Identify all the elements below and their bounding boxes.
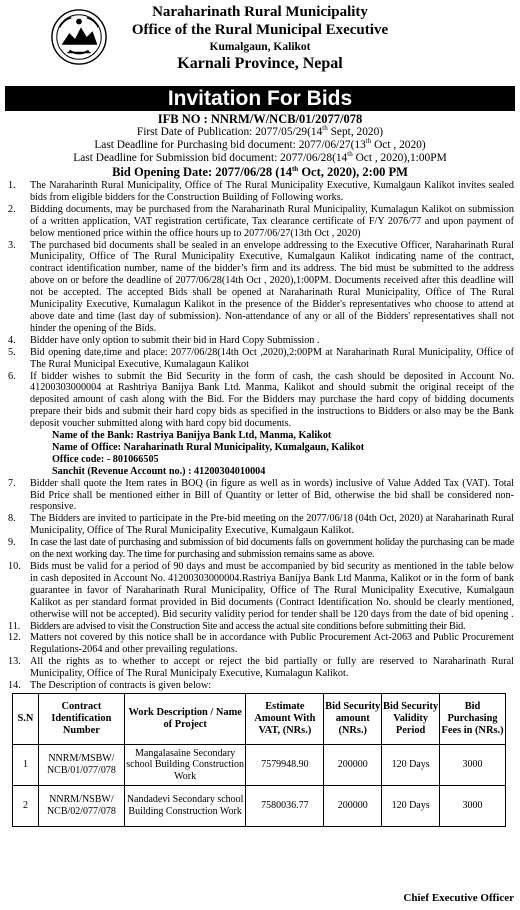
office-name: Office of the Rural Municipal Executive (131, 22, 389, 38)
list-item: 1. The Naraharinth Rural Municipality, Office of The Rural Municipality Executive, Kumalgaun Kalikot invites sealed bids from eligible bidders for the Construction Building of Following works. (8, 180, 514, 203)
signatory: Chief Executive Officer (403, 892, 514, 904)
list-item: 8. The Bidders are invited to participate in the Pre-bid meeting on the 2077/06/18 (04th Oct, 2020) at Naraharinath Rural Municipality, Office of The Rural Municipality Executive, Kumalgaun Kalikot. (8, 513, 514, 537)
bank-office-code: Office code: - 801066505 (52, 453, 159, 465)
table-cell: Nandadevi Secondary school Building Construction Work (124, 785, 246, 826)
list-item: 10. Bids must be valid for a period of 90 days and must be accompanied by bid security as mentioned in the table below in cash deposited in Account No. 41200303000004.Rastriya Banijya Bank Ltd Manma, Kalikot or in the form of bank guarantee in favor of Naraharinath Rural Municipality, Office of The Rural Municipality Executive, Kumalgaun Kalikot as per standard format provided in Bid documents (Contract Identification No. should be clearly mentioned, otherwise will not be accepted). Bid security validity period for tender shall be 120 days from the date of bid opening . (8, 561, 514, 620)
table-cell: Mangalasaine Secondary school Building Construction Work (124, 744, 246, 785)
table-cell: 120 Days (382, 785, 440, 826)
opening-date: Bid Opening Date: 2077/06/28 (14th Oct, 2020), 2:00 PM (112, 164, 408, 179)
table-cell: 3000 (440, 785, 506, 826)
table-cell: 2 (13, 785, 39, 826)
list-item: 11. Bidders are advised to visit the Construction Site and access the actual site conditions before submitting their Bid. (8, 620, 466, 632)
table-cell: 120 Days (382, 744, 440, 785)
table-cell: 7579948.90 (246, 744, 324, 785)
col-header-security-amount: Bid Security amount (NRs.) (324, 693, 382, 744)
table-cell: 7580036.77 (246, 785, 324, 826)
publication-date: First Date of Publication: 2077/05/29(14th Sept, 2020) (136, 124, 384, 138)
table-row (13, 785, 506, 826)
table-cell: 200000 (324, 744, 382, 785)
list-item: 2. Bidding documents, may be purchased from the Naraharinath Rural Municipality, Kumalagun Kalikot on submission of a written application, VAT registration certificate, Tax clearance certificate of F/Y 2076/77 and upon payment of below mentioned price within the office hours up to 2077/06/27(13th Oct , 2020) (8, 203, 514, 239)
list-item: 12. Matters not covered by this notice shall be in accordance with Public Procurement Act-2063 and Public Procurement Regulations-2064 and other prevailing regulations. (8, 632, 514, 656)
col-header-security-validity: Bid Security Validity Period (382, 693, 440, 744)
bank-revenue-account: Sanchit (Revenue Account no.) : 41200304010004 (52, 465, 266, 477)
banner-title: Invitation For Bids (5, 86, 515, 111)
submission-deadline: Last Deadline for Submission bid document: 2077/06/28(14th Oct , 2020),1:00PM (73, 150, 447, 164)
table-row (13, 744, 506, 785)
list-item: 7. Bidder shall quote the Item rates in BOQ (in figure as well as in words) inclusive of Value Added Tax (VAT). Total Bid Price shall be mentioned either in Bill of Quantity or letter of Bid, otherwise the bid shall be considered non-responsive. (8, 477, 514, 513)
office-address: Kumalgaun, Kalikot (209, 41, 311, 53)
nepal-emblem-icon (50, 8, 108, 66)
municipality-name: Naraharinath Rural Municipality (152, 4, 368, 20)
bank-office-name: Name of Office: Naraharinath Rural Municipality, Kumalgaun, Kalikot (52, 441, 365, 453)
list-item: 6. If bidder wishes to submit the Bid Security in the form of cash, the cash should be deposited in Account No. 41200303000004 at Rashtriya Banijya Bank Ltd. Manma, Kalikot and should submit the original receipt of the deposited amount of cash along with the Bid. For the Bidders may purchase the hard copy of bidding documents prepare their bids and submit their hard copy bids as specified in the instructions to Bidders or also may be the Bank deposit voucher submitted along with hard copy bid documents. (8, 370, 514, 430)
list-item: 9. In case the last date of purchasing and submission of bid documents falls on government holiday the purchasing can be made on the next working day. The time for purchasing and submission remains same as above. (8, 537, 514, 561)
bank-name: Name of the Bank: Rastriya Banijya Bank Ltd, Manma, Kalikot (52, 430, 332, 442)
terms-list (6, 180, 514, 692)
header (6, 2, 514, 86)
bank-details (6, 430, 514, 478)
table-cell: NNRM/NSBW/ NCB/02/077/078 (38, 785, 124, 826)
list-item: 3. The purchased bid documents shall be sealed in an envelope addressing to the Executive Officer, Naraharinath Rural Municipality, Office of The Rural Municipality Executive, Kumalgaun Kalikot indicating name of the contract, contract identification number, name of the bidder’s firm and its address. The bid must be submitted to the address above on or before the deadline of 2077/06/28(14th Oct , 2020),1:00PM. Documents received after this deadline will not be accepted. The accepted Bids shall be opened at Naraharinath Rural Municipality, Office of The Rural Municipality Executive, Kumalagun Kalikot in the presence of the Bidder's representatives who choose to attend at above date and time (last day of submission). Non-attendance of any or all of the Bidders' representatives shall not hinder the opening of the Bids. (8, 239, 514, 334)
col-header-contract-id: Contract Identification Number (38, 693, 124, 744)
col-header-purchasing-fees: Bid Purchasing Fees in (NRs.) (440, 693, 506, 744)
col-header-work-description: Work Description / Name of Project (124, 693, 246, 744)
list-item: 14. The Description of contracts is given below: (8, 680, 212, 692)
list-item: 13. All the rights as to whether to accept or reject the bid partially or fully are reserved to Naraharinath Rural Municipality, Office of The Rural Municipaly Executive, Kumalagun Kalikot. (8, 656, 514, 680)
col-header-sn: S.N (13, 693, 39, 744)
purchase-deadline: Last Deadline for Purchasing bid document: 2077/06/27(13th Oct , 2020) (94, 137, 426, 151)
table-cell: NNRM/MSBW/ NCB/01/077/078 (38, 744, 124, 785)
bid-meta (6, 112, 514, 179)
table-cell: 3000 (440, 744, 506, 785)
ifb-number: IFB NO : NNRM/W/NCB/01/2077/078 (157, 112, 363, 126)
list-item: 4. Bidder have only option to submit their bid in Hard Copy Submission . (8, 334, 320, 346)
province-name: Karnali Province, Nepal (177, 55, 343, 72)
table-header-row (13, 693, 506, 744)
table-cell: 1 (13, 744, 39, 785)
col-header-estimate: Estimate Amount With VAT, (NRs.) (246, 693, 324, 744)
list-item: 5. Bid opening date,time and place: 2077/06/28(14th Oct ,2020),2:00PM at Naraharinath Rural Municipality, Office of The Rural Municipal Executive, Kumalagaun Kalikot (8, 346, 514, 370)
contracts-table (12, 693, 506, 827)
table-cell: 200000 (324, 785, 382, 826)
